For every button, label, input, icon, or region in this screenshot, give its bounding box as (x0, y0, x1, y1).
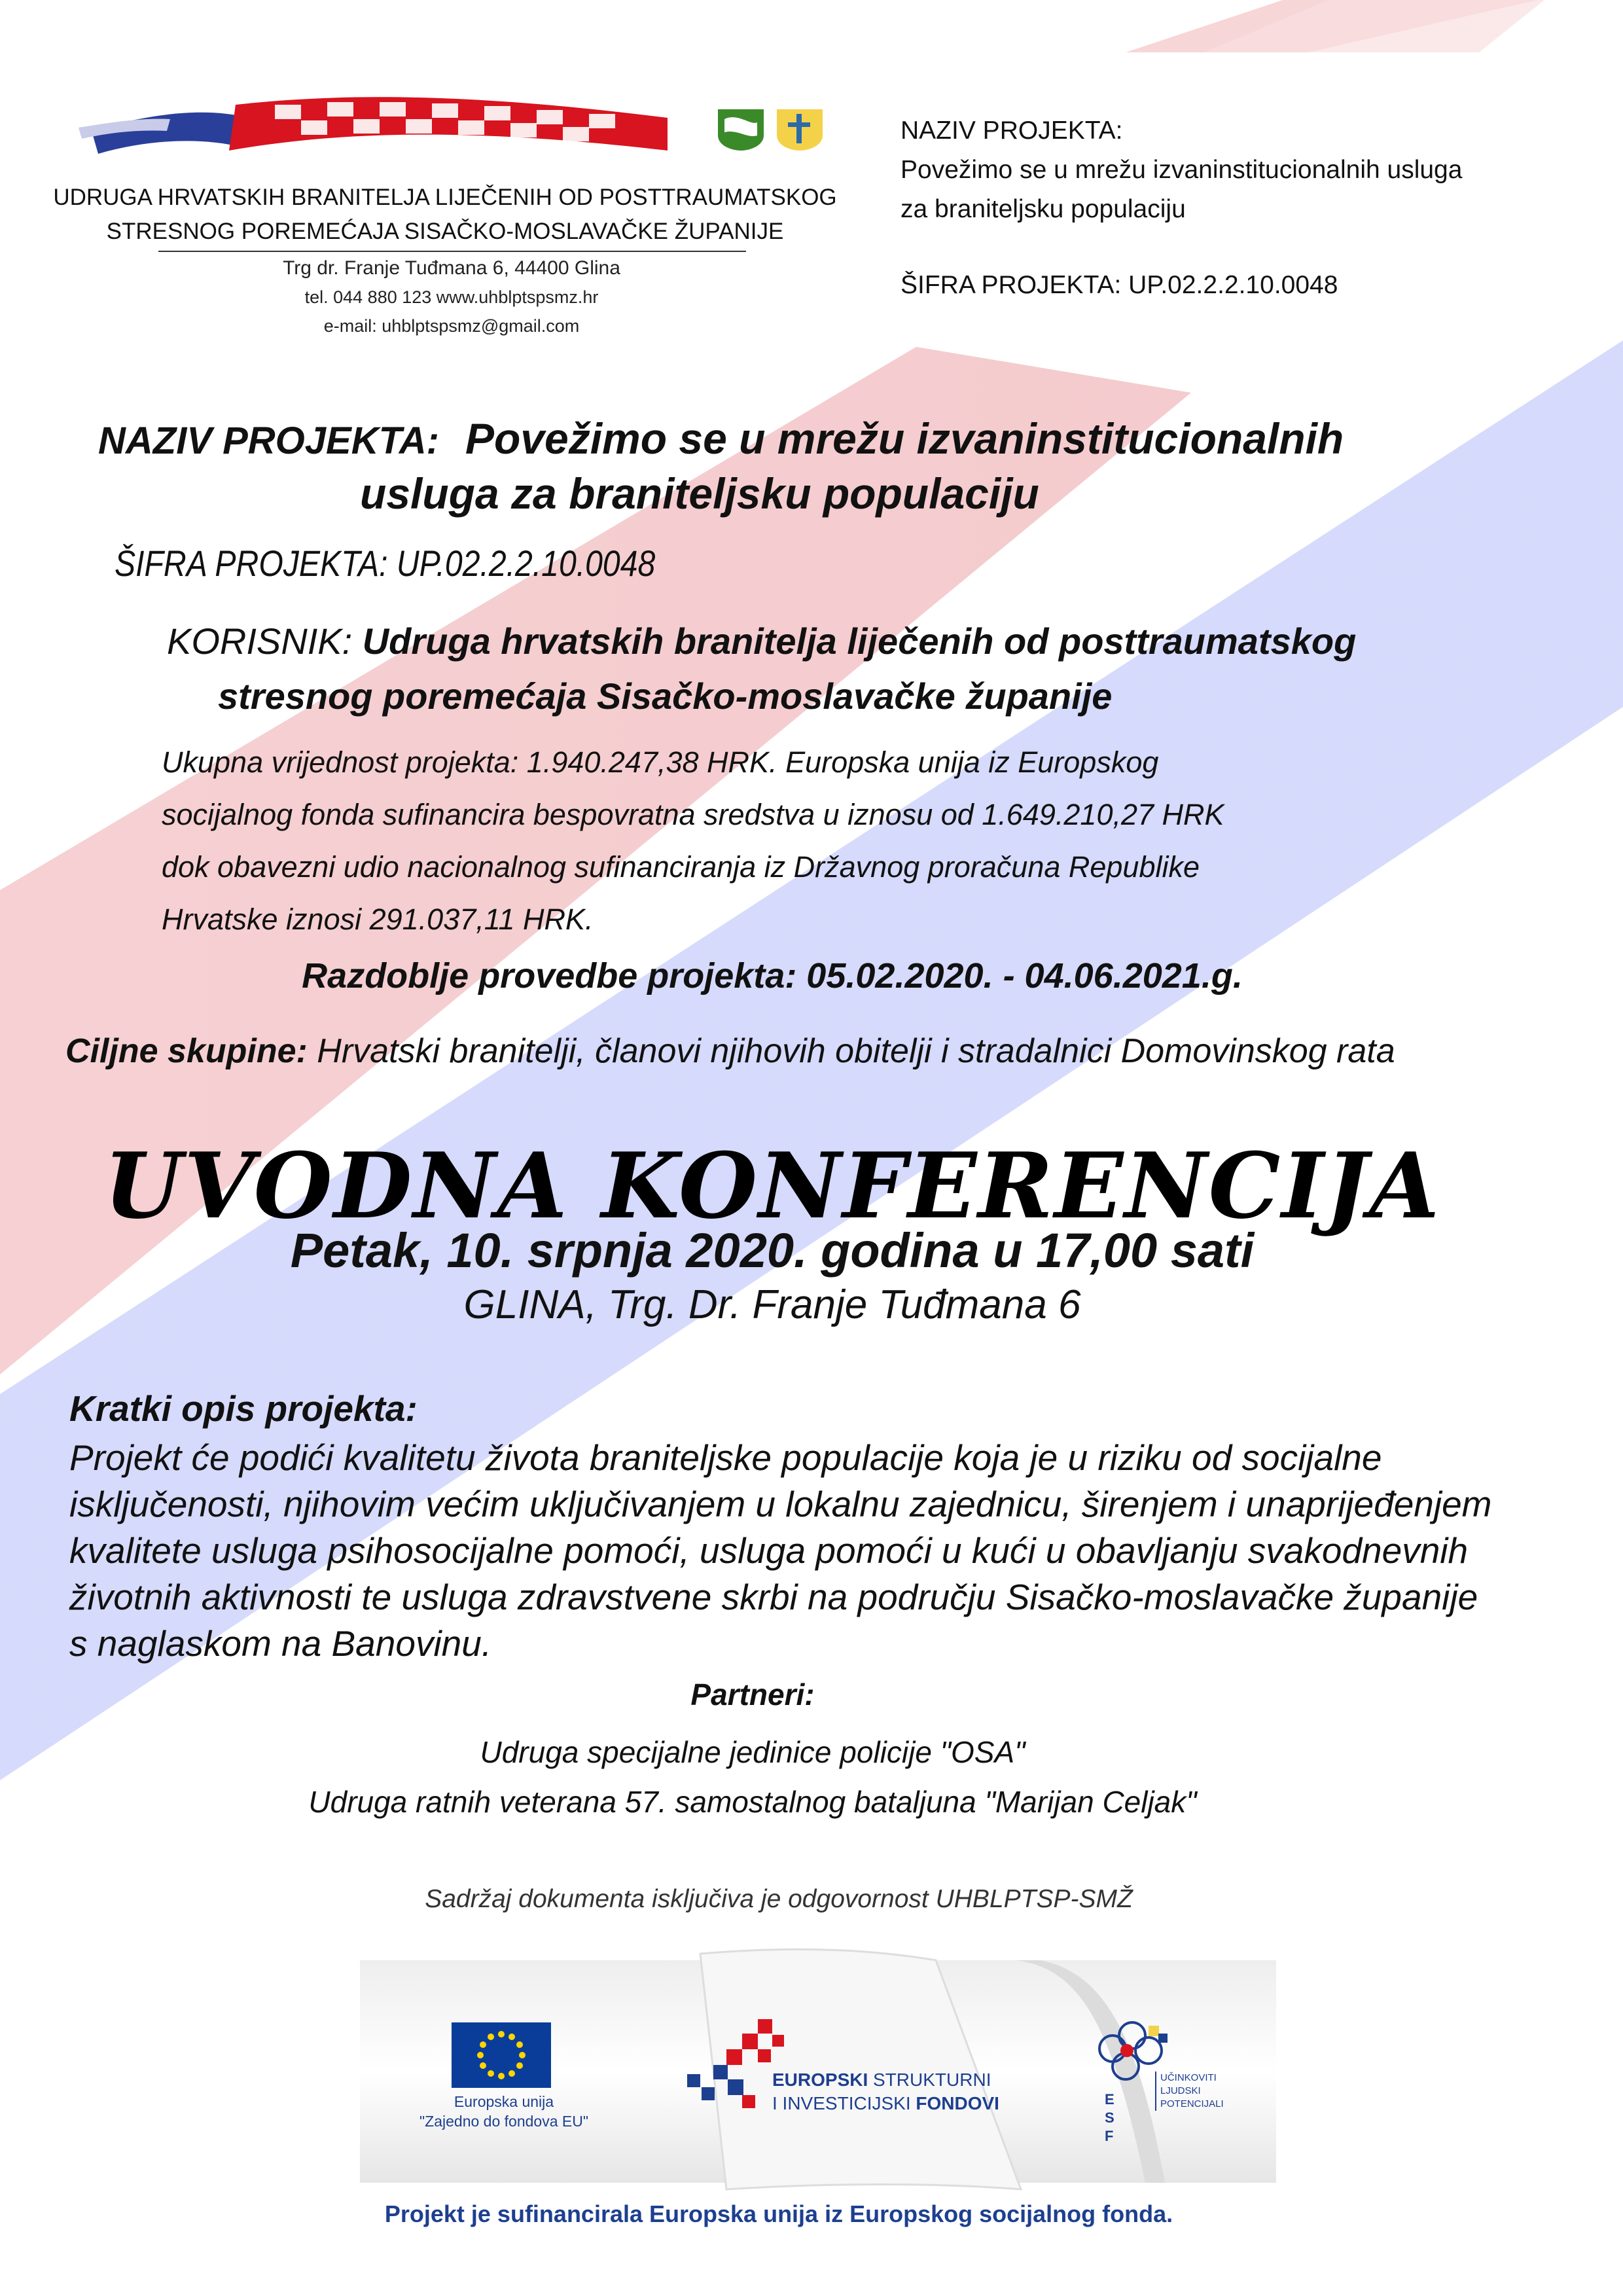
description-line: životnih aktivnosti te usluga zdravstvene skrbi na području Sisačko-moslavačke županije (69, 1577, 1478, 1617)
funding-statement: Projekt je sufinancirala Europska unija iz Europskog socijalnog fonda. (384, 2200, 1173, 2227)
project-title-line1: Povežimo se u mrežu izvaninstitucionalnih (465, 414, 1344, 463)
description-line: Projekt će podići kvalitetu života braniteljske populacije koja je u riziku od socijalne (69, 1437, 1382, 1478)
esif-logo-text (772, 2068, 1008, 2115)
header-project-info (901, 111, 1594, 305)
partner-item: Udruga ratnih veterana 57. samostalnog bataljuna "Marijan Celjak" (308, 1785, 1197, 1819)
eu-caption-line2: "Zajedno do fondova EU" (419, 2113, 588, 2130)
header-divider (158, 251, 746, 252)
partners-heading: Partneri: (690, 1677, 815, 1712)
beneficiary-line1: Udruga hrvatskih branitelja liječenih od posttraumatskog (362, 620, 1357, 662)
description-line: isključenosti, njihovim većim uključivanjem u lokalnu zajednicu, širenjem i unaprijeđenjem (69, 1484, 1492, 1524)
organization-name (39, 181, 851, 249)
target-groups (65, 1031, 1597, 1071)
eu-flag-logo (452, 2022, 551, 2088)
target-groups-label: Ciljne skupine: (65, 1032, 308, 1070)
contact-block (151, 254, 753, 340)
project-value (162, 736, 1457, 946)
header-project-code: ŠIFRA PROJEKTA: UP.02.2.2.10.0048 (901, 271, 1338, 299)
esf-letter-s: S (1105, 2109, 1115, 2126)
value-line: socijalnog fonda sufinancira bespovratna sredstva u iznosu od 1.649.210,27 HRK (162, 798, 1224, 831)
coat-of-arms-logo (715, 106, 826, 152)
esif-word-investicijski: I INVESTICIJSKI (772, 2093, 916, 2113)
org-name-line2: STRESNOG POREMEĆAJA SISAČKO-MOSLAVAČKE ŽUPANIJE (106, 219, 784, 244)
project-code: ŠIFRA PROJEKTA: UP.02.2.2.10.0048 (115, 543, 656, 584)
value-line: dok obavezni udio nacionalnog sufinanciranja iz Državnog proračuna Republike (162, 850, 1200, 884)
beneficiary-line2: stresnog poremećaja Sisačko-moslavačke županije (218, 675, 1113, 717)
esif-word-strukturni: STRUKTURNI (868, 2070, 991, 2090)
header-project-title-line2: za braniteljsku populaciju (901, 195, 1186, 223)
esf-letter-e: E (1105, 2091, 1115, 2108)
implementation-period: Razdoblje provedbe projekta: 05.02.2020. - 04.06.2021.g. (302, 956, 1243, 996)
croatian-flag-logo (79, 92, 668, 164)
event-location: GLINA, Trg. Dr. Franje Tuđmana 6 (463, 1282, 1081, 1327)
header-project-title-line1: Povežimo se u mrežu izvaninstitucionalnih usluga (901, 156, 1463, 184)
description-heading: Kratki opis projekta: (69, 1388, 418, 1429)
event-title: UVODNA KONFERENCIJA (103, 1132, 1441, 1239)
eu-caption (393, 2092, 615, 2131)
esf-line3: POTENCIJALI (1160, 2098, 1224, 2109)
description-line: kvalitete usluga psihosocijalne pomoći, usluga pomoći u kući u obavljanju svakodnevnih (69, 1530, 1469, 1571)
phone-web: tel. 044 880 123 www.uhblptspsmz.hr (304, 287, 599, 307)
project-title (98, 412, 1538, 520)
description-line: s naglaskom na Banovinu. (69, 1623, 492, 1664)
partner-item: Udruga specijalne jedinice policije "OSA" (480, 1735, 1026, 1769)
eu-stars-icon (452, 2022, 551, 2088)
esif-word-fondovi: FONDOVI (916, 2093, 999, 2113)
esf-line1: UČINKOVITI (1160, 2072, 1217, 2083)
value-line: Hrvatske iznosi 291.037,11 HRK. (162, 903, 594, 936)
project-title-label: NAZIV PROJEKTA: (98, 420, 439, 462)
org-name-line1: UDRUGA HRVATSKIH BRANITELJA LIJEČENIH OD POSTTRAUMATSKOG (53, 185, 837, 210)
target-groups-text: Hrvatski branitelji, članovi njihovih obitelji i stradalnici Domovinskog rata (307, 1032, 1395, 1070)
address: Trg dr. Franje Tuđmana 6, 44400 Glina (283, 257, 620, 279)
esf-letter-f: F (1105, 2128, 1114, 2144)
description-text (69, 1435, 1594, 1667)
beneficiary-label: KORISNIK: (167, 620, 353, 662)
eu-caption-line1: Europska unija (454, 2093, 554, 2110)
esf-line2: LJUDSKI (1160, 2085, 1201, 2096)
disclaimer: Sadržaj dokumenta isključiva je odgovornost UHBLPTSP-SMŽ (425, 1885, 1133, 1913)
event-date: Petak, 10. srpnja 2020. godina u 17,00 sati (290, 1223, 1255, 1278)
value-line: Ukupna vrijednost projekta: 1.940.247,38 HRK. Europska unija iz Europskog (162, 745, 1159, 779)
project-title-line2: usluga za braniteljsku populaciju (360, 469, 1039, 518)
beneficiary (167, 614, 1541, 724)
email: e-mail: uhblptspsmz@gmail.com (323, 316, 580, 336)
esif-word-europski: EUROPSKI (772, 2070, 868, 2090)
header-project-label: NAZIV PROJEKTA: (901, 117, 1123, 145)
esf-logo-text (1155, 2072, 1252, 2111)
